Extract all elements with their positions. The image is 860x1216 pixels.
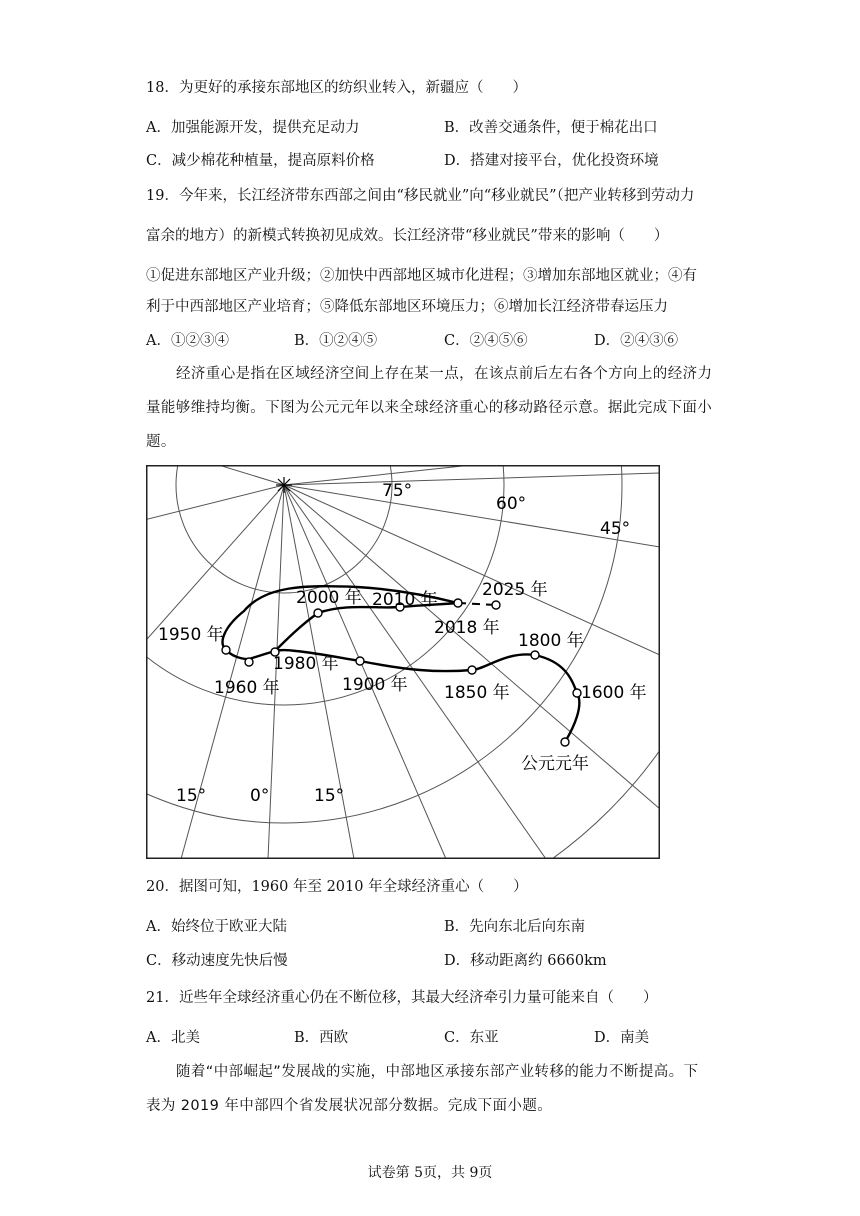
point-1800 bbox=[531, 651, 539, 659]
q19-option-c[interactable]: C．②④⑤⑥ bbox=[444, 333, 528, 349]
q21-option-b[interactable]: B．西欧 bbox=[294, 1030, 349, 1046]
meridian bbox=[284, 465, 566, 485]
q21-option-d[interactable]: D．南美 bbox=[594, 1030, 650, 1046]
q19-items-line2: 利于中西部地区产业培育；⑤降低东部地区环境压力；⑥增加长江经济带春运压力 bbox=[146, 299, 668, 315]
q18-option-c[interactable]: C．减少棉花种植量，提高原料价格 bbox=[146, 153, 375, 169]
label-1980: 1980 年 bbox=[273, 654, 339, 674]
passage2-line2: 表为 2019 年中部四个省发展状况部分数据。完成下面小题。 bbox=[146, 1098, 553, 1114]
q19-option-a[interactable]: A．①②③④ bbox=[146, 333, 229, 349]
passage1-line1: 经济重心是指在区域经济空间上存在某一点，在该点前后左右各个方向上的经济力 bbox=[176, 366, 713, 382]
point-ad1 bbox=[561, 738, 569, 746]
label-2018: 2018 年 bbox=[434, 618, 500, 638]
q20-option-a[interactable]: A．始终位于欧亚大陆 bbox=[146, 919, 287, 935]
q18-stem: 18．为更好的承接东部地区的纺织业转入，新疆应（ ） bbox=[146, 80, 527, 96]
point-2018 bbox=[454, 599, 462, 607]
q21-option-a[interactable]: A．北美 bbox=[146, 1030, 200, 1046]
passage1-line3: 题。 bbox=[146, 434, 176, 450]
q20-stem: 20．据图可知，1960 年至 2010 年全球经济重心（ ） bbox=[146, 879, 528, 895]
point-2025 bbox=[492, 601, 500, 609]
q18-option-b[interactable]: B．改善交通条件，便于棉花出口 bbox=[444, 120, 658, 136]
label-2000: 2000 年 bbox=[296, 588, 362, 608]
q18-option-d[interactable]: D．搭建对接平台，优化投资环境 bbox=[444, 153, 659, 169]
latitude-circle-30 bbox=[146, 465, 660, 859]
lat-label-45: 45° bbox=[600, 519, 631, 539]
q21-stem: 21．近些年全球经济重心仍在不断位移，其最大经济牵引力量可能来自（ ） bbox=[146, 990, 658, 1006]
lat-label-75: 75° bbox=[382, 481, 413, 501]
label-2025: 2025 年 bbox=[482, 580, 548, 600]
label-1800: 1800 年 bbox=[518, 631, 584, 651]
page-footer: 试卷第 5页，共 9页 bbox=[367, 1165, 493, 1181]
label-2010: 2010 年 bbox=[372, 590, 438, 610]
point-1600 bbox=[573, 689, 581, 697]
lon-label-15e: 15° bbox=[314, 786, 345, 806]
label-1900: 1900 年 bbox=[342, 675, 408, 695]
lon-label-15w: 15° bbox=[176, 786, 207, 806]
q19-items-line1: ①促进东部地区产业升级；②加快中西部地区城市化进程；③增加东部地区就业；④有 bbox=[146, 268, 697, 284]
label-ad1: 公元元年 bbox=[521, 754, 589, 774]
q19-option-d[interactable]: D．②④③⑥ bbox=[594, 333, 679, 349]
q19-stem-line1: 19．今年来，长江经济带东西部之间由“移民就业”向“移业就民”（把产业转移到劳动力 bbox=[146, 188, 695, 204]
point-1950 bbox=[222, 646, 230, 654]
label-1950: 1950 年 bbox=[158, 625, 224, 645]
map-frame bbox=[147, 466, 660, 859]
meridian bbox=[146, 485, 284, 525]
label-1960: 1960 年 bbox=[214, 678, 280, 698]
q19-stem-line2: 富余的地方）的新模式转换初见成效。长江经济带“移业就民”带来的影响（ ） bbox=[146, 228, 669, 244]
q20-option-d[interactable]: D．移动距离约 6660km bbox=[444, 953, 607, 969]
q21-option-c[interactable]: C．东亚 bbox=[444, 1030, 499, 1046]
point-1960 bbox=[245, 658, 253, 666]
lat-label-60: 60° bbox=[496, 494, 527, 514]
north-pole-marker bbox=[276, 477, 292, 493]
passage2-line1: 随着“中部崛起”发展战的实施，中部地区承接东部产业转移的能力不断提高。下 bbox=[176, 1064, 699, 1080]
q19-option-b[interactable]: B．①②④⑤ bbox=[294, 333, 378, 349]
point-1850 bbox=[468, 666, 476, 674]
q20-option-b[interactable]: B．先向东北后向东南 bbox=[444, 919, 586, 935]
label-1850: 1850 年 bbox=[444, 683, 510, 703]
q20-option-c[interactable]: C．移动速度先快后慢 bbox=[146, 953, 288, 969]
passage1-line2: 量能够维持均衡。下图为公元元年以来全球经济重心的移动路径示意。据此完成下面小 bbox=[146, 400, 713, 416]
meridian bbox=[186, 465, 284, 485]
economic-center-map bbox=[146, 465, 660, 859]
point-1900 bbox=[356, 657, 364, 665]
q18-option-a[interactable]: A．加强能源开发，提供充足动力 bbox=[146, 120, 360, 136]
label-1600: 1600 年 bbox=[581, 683, 647, 703]
future-path-dashed bbox=[458, 603, 496, 605]
point-2000 bbox=[314, 609, 322, 617]
lon-label-0: 0° bbox=[250, 786, 270, 806]
